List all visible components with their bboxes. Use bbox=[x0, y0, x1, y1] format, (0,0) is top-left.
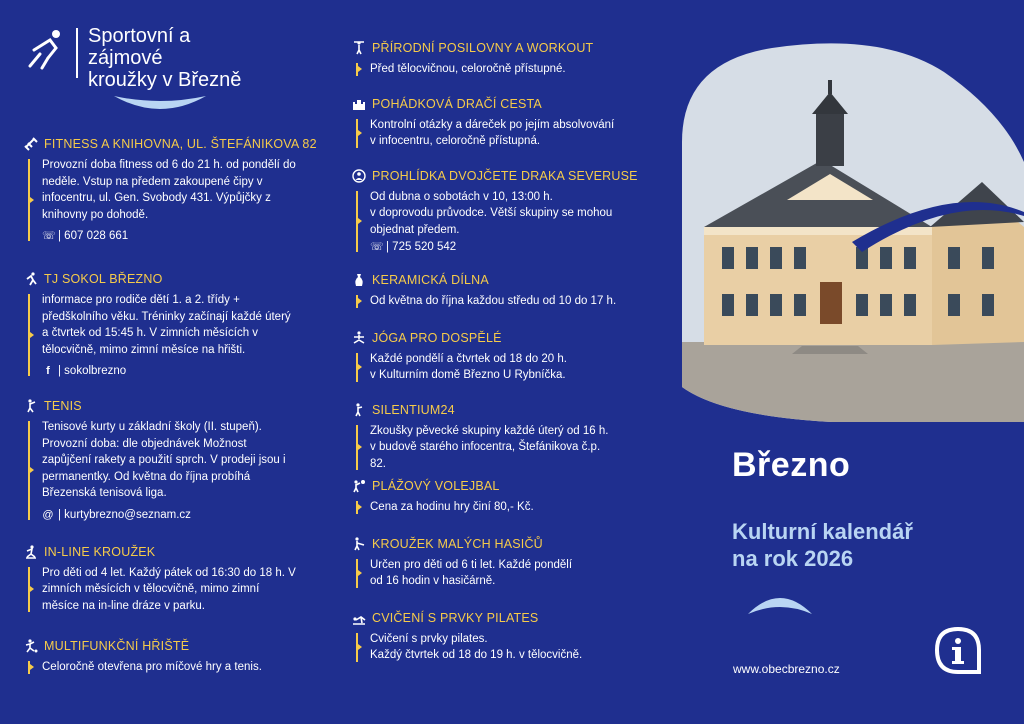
section-title: PŘÍRODNÍ POSILOVNY A WORKOUT bbox=[372, 41, 594, 55]
text-line: neděle. Vstup na předem zakoupené čipy v bbox=[42, 175, 263, 188]
info-icon bbox=[934, 626, 982, 676]
brand-title bbox=[88, 25, 308, 91]
text-line: permanentky. Od května do října probíhá bbox=[42, 470, 251, 483]
section-title: TENIS bbox=[44, 399, 82, 413]
text-line: 82. bbox=[370, 457, 386, 470]
brezno-logo: Březno bbox=[732, 446, 851, 484]
section-text bbox=[42, 157, 340, 223]
section-text bbox=[42, 565, 340, 615]
at-icon: @ bbox=[42, 508, 54, 521]
section-text bbox=[42, 419, 340, 502]
singer-icon bbox=[352, 403, 366, 417]
email-contact[interactable] bbox=[42, 508, 340, 522]
section-sokol bbox=[24, 269, 340, 378]
pilates-icon bbox=[352, 611, 366, 625]
facebook-handle: | sokolbrezno bbox=[58, 365, 127, 377]
text-line: tělocvičně, mimo zimní měsíce na hřišti. bbox=[42, 343, 246, 356]
guide-person-icon bbox=[352, 169, 366, 183]
section-silentium bbox=[352, 400, 670, 473]
castle-icon bbox=[352, 97, 366, 111]
dumbbell-icon bbox=[24, 137, 38, 151]
ball-player-icon bbox=[24, 639, 38, 653]
workout-icon bbox=[352, 41, 366, 55]
text-line: Před tělocvičnou, celoročně přístupné. bbox=[370, 63, 566, 75]
phone-contact[interactable] bbox=[42, 229, 340, 243]
text-line: v infocentru, celoročně přístupná. bbox=[370, 135, 541, 147]
bottom-swoosh bbox=[746, 590, 814, 618]
skater-icon bbox=[24, 545, 38, 559]
text-line: Provozní doba: dle objednávek Možnost bbox=[42, 437, 247, 450]
vase-icon bbox=[352, 273, 366, 287]
yoga-icon bbox=[352, 331, 366, 345]
section-joga bbox=[352, 328, 670, 384]
text-line: měsíce na in-line dráze v parku. bbox=[42, 599, 205, 612]
text-line: v doprovodu průvodce. Větší skupiny se mohou bbox=[370, 207, 613, 219]
middle-column bbox=[352, 38, 670, 674]
section-title: SILENTIUM24 bbox=[372, 402, 455, 417]
text-line: Od dubna o sobotách v 10, 13:00 h. bbox=[370, 190, 553, 203]
text-line: předškolního věku. Tréninky začínají každé úterý bbox=[42, 310, 291, 323]
section-title: PROHLÍDKA DVOJČETE DRAKA SEVERUSE bbox=[372, 168, 638, 183]
section-prohlidka bbox=[352, 166, 670, 255]
section-tenis bbox=[24, 396, 340, 522]
section-pilates bbox=[352, 608, 670, 664]
text-line: Březenská tenisová liga. bbox=[42, 487, 167, 499]
text-line: Určen pro děti od 6 ti let. Každé pondělí bbox=[370, 558, 573, 571]
firefighter-icon bbox=[352, 537, 366, 551]
text-line: Cena za hodinu hry činí 80,- Kč. bbox=[370, 501, 534, 513]
text-line: objednat předem. bbox=[370, 223, 460, 236]
section-draci-cesta bbox=[352, 94, 670, 150]
section-fitness bbox=[24, 134, 340, 243]
text-line: Každé pondělí a čtvrtek od 18 do 20 h. bbox=[370, 352, 567, 365]
text-line: Celoročně otevřena pro míčové hry a tenis. bbox=[42, 661, 262, 673]
header-divider bbox=[76, 28, 78, 78]
text-line: knihovny po dohodě. bbox=[42, 208, 149, 221]
text-line: Tenisové kurty u základní školy (II. stupeň). bbox=[42, 421, 262, 433]
section-hasici bbox=[352, 534, 670, 590]
section-title: PLÁŽOVÝ VOLEJBAL bbox=[372, 479, 500, 493]
tennis-player-icon bbox=[24, 399, 38, 413]
brand-title-line2: zájmové bbox=[88, 47, 163, 69]
section-inline bbox=[24, 542, 340, 615]
section-title: KERAMICKÁ DÍLNA bbox=[372, 273, 489, 287]
facebook-contact[interactable] bbox=[42, 364, 340, 378]
phone-number: | 607 028 661 bbox=[58, 230, 129, 242]
section-multifunkcni bbox=[24, 636, 340, 676]
section-title: KROUŽEK MALÝCH HASIČŮ bbox=[372, 536, 543, 551]
header-swoosh bbox=[112, 92, 208, 114]
text-line: Každý čtvrtek od 18 do 19 h. v tělocvičně. bbox=[370, 649, 583, 661]
section-volejbal bbox=[352, 476, 670, 516]
website-link[interactable]: www.obecbrezno.cz bbox=[733, 662, 840, 676]
runner-logo-icon bbox=[26, 28, 66, 70]
section-text bbox=[42, 659, 340, 676]
section-posilovny bbox=[352, 38, 670, 78]
email-address: | kurtybrezno@seznam.cz bbox=[58, 508, 191, 521]
town-hall-photo bbox=[682, 42, 1024, 422]
text-line: Od května do října každou středu od 10 do 17 h. bbox=[370, 295, 617, 307]
text-line: v Kulturním domě Březno U Rybníčka. bbox=[370, 369, 566, 381]
text-line: Cvičení s prvky pilates. bbox=[370, 632, 488, 645]
text-line: Pro děti od 4 let. Každý pátek od 16:30 do 18 h. V bbox=[42, 566, 296, 579]
section-title: POHÁDKOVÁ DRAČÍ CESTA bbox=[372, 96, 542, 111]
runner-icon bbox=[24, 272, 38, 286]
phone-number: | 725 520 542 bbox=[386, 241, 457, 253]
text-line: zapůjčení rakety a použití sprch. V prodeji jsou i bbox=[42, 454, 286, 466]
section-text bbox=[42, 292, 340, 358]
calendar-title-line2: na rok 2026 bbox=[732, 546, 854, 571]
text-line: zimních měsících v tělocvičně, mimo zimní bbox=[42, 583, 260, 595]
text-line: a čtvrtek od 15:45 h. V zimních měsících v bbox=[42, 327, 259, 339]
section-title: MULTIFUNKČNÍ HŘIŠTĚ bbox=[44, 639, 190, 653]
calendar-title bbox=[732, 518, 1002, 572]
text-line: infocentru, ul. Gen. Svobody 431. Výpůjčky z bbox=[42, 192, 271, 204]
phone-icon: ☏ bbox=[370, 241, 384, 253]
text-line: Kontrolní otázky a dáreček po jejím absolvování bbox=[370, 118, 615, 131]
section-title: FITNESS A KNIHOVNA, UL. ŠTEFÁNIKOVA 82 bbox=[44, 137, 317, 151]
volleyball-icon bbox=[352, 479, 366, 493]
text-line: Zkoušky pěvecké skupiny každé úterý od 16 h. bbox=[370, 424, 609, 437]
section-title: TJ SOKOL BŘEZNO bbox=[44, 272, 163, 286]
phone-contact[interactable] bbox=[370, 240, 670, 254]
section-title: JÓGA PRO DOSPĚLÉ bbox=[372, 330, 502, 345]
text-line: v budově starého infocentra, Štefánikova č.p. bbox=[370, 441, 601, 453]
text-line: informace pro rodiče dětí 1. a 2. třídy + bbox=[42, 294, 240, 306]
brand-title-line3: kroužky v Březně bbox=[88, 69, 242, 91]
phone-icon: ☏ bbox=[42, 230, 56, 242]
facebook-icon: f bbox=[46, 365, 50, 377]
brand-title-line1: Sportovní a bbox=[88, 25, 191, 47]
calendar-title-line1: Kulturní kalendář bbox=[732, 519, 913, 544]
text-line: od 16 hodin v hasičárně. bbox=[370, 575, 496, 587]
section-keramika bbox=[352, 270, 670, 310]
text-line: Provozní doba fitness od 6 do 21 h. od pondělí do bbox=[42, 159, 296, 171]
left-column bbox=[24, 134, 340, 686]
section-title: IN-LINE KROUŽEK bbox=[44, 544, 156, 559]
section-title: CVIČENÍ S PRVKY PILATES bbox=[372, 610, 539, 625]
